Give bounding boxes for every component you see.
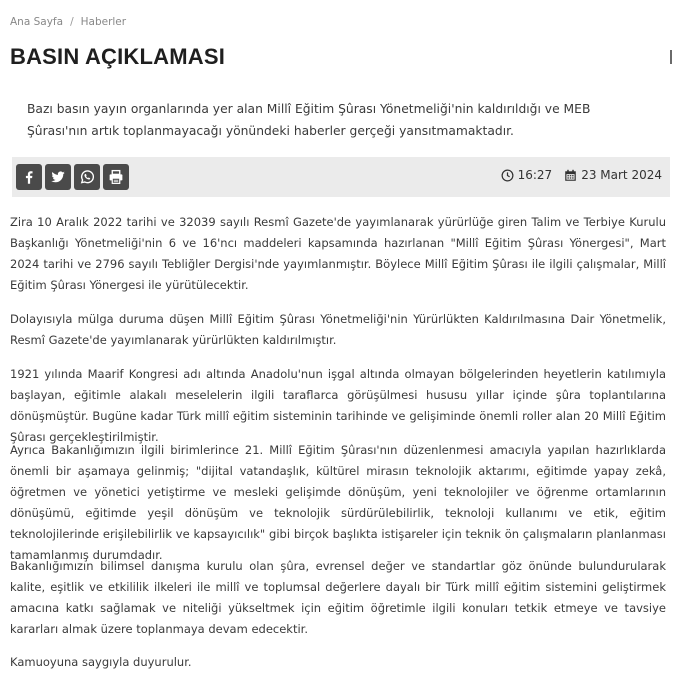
breadcrumb-separator: / bbox=[70, 16, 74, 28]
breadcrumb-current-link[interactable]: Haberler bbox=[80, 16, 127, 28]
twitter-share-button[interactable] bbox=[45, 164, 71, 190]
calendar-icon bbox=[564, 169, 577, 182]
publish-date: 23 Mart 2024 bbox=[581, 168, 662, 182]
body-paragraph: Ayrıca Bakanlığımızın ilgili birimlerince 21. Millî Eğitim Şûrası'nın düzenlenmesi amacıyla yapılan hazırlıklarda önemli bir aşamaya gelinmiş; "dijital vatandaşlık, kültürel mirasın teknolojik aktarımı, eğitimde yapay zekâ, öğretmen ve yönetici yetiştirme ve mesleki gelişimde dönüşüm, yeni teknolojiler ve öğrenme ortamlarının dönüşümü, eğitimde yeşil dönüşüm ve teknolojik sürdürülebilirlik, teknoloji kullanımı ve etik, eğitim teknolojilerinde erişilebilirlik ve kapsayıcılık" gibi birçok başlıkta istişareler için teknik ön çalışmaların planlanması tamamlanmış durumdadır. bbox=[10, 443, 666, 562]
breadcrumb bbox=[10, 16, 126, 28]
twitter-icon bbox=[49, 168, 67, 186]
print-icon bbox=[107, 168, 125, 186]
share-toolbar bbox=[12, 157, 670, 197]
lead-summary: Bazı basın yayın organlarında yer alan Millî Eğitim Şûrası Yönetmeliği'nin kaldırıldığı ve MEB Şûrası'nın artık toplanmayacağı yönündeki haberler gerçeği yansıtmamaktadır. bbox=[27, 102, 591, 138]
whatsapp-share-button[interactable] bbox=[74, 164, 100, 190]
body-paragraph: Bakanlığımızın bilimsel danışma kurulu olan şûra, evrensel değer ve standartlar göz önünde bulundurularak kalite, eşitlik ve etkililik ilkeleri ile millî ve toplumsal değerlere dayalı bir Türk millî eğitim sistemini geliştirmek amacına katkı sağlamak ve niteliği yükseltmek için eğitim öğretimle ilgili konuları tetkik etmeye ve tavsiye kararları almak üzere toplanmaya devam edecektir. bbox=[10, 559, 666, 636]
facebook-share-button[interactable] bbox=[16, 164, 42, 190]
print-button[interactable] bbox=[103, 164, 129, 190]
publish-meta bbox=[501, 168, 662, 182]
publish-time: 16:27 bbox=[517, 168, 553, 182]
body-paragraph: Dolayısıyla mülga duruma düşen Millî Eğitim Şûrası Yönetmeliği'nin Yürürlükten Kaldırılmasına Dair Yönetmelik, Resmî Gazete'de yayımlanarak yürürlükten kaldırılmıştır. bbox=[10, 312, 666, 347]
body-paragraph: Zira 10 Aralık 2022 tarihi ve 32039 sayılı Resmî Gazete'de yayımlanarak yürürlüğe giren Talim ve Terbiye Kurulu Başkanlığı Yönetmeliği'nin 6 ve 16'ncı maddeleri kapsamında hazırlanan "Millî Eğitim Şûrası Yönergesi", Mart 2024 tarihi ve 2796 sayılı Tebliğler Dergisi'nde yayımlanmıştır. Böylece Millî Eğitim Şûrası ile ilgili çalışmalar, Millî Eğitim Şûrası Yönergesi ile yürütülecektir. bbox=[10, 215, 666, 292]
closing-line: Kamuoyuna saygıyla duyurulur. bbox=[10, 655, 192, 669]
breadcrumb-home-link[interactable]: Ana Sayfa bbox=[10, 16, 64, 28]
facebook-icon bbox=[20, 168, 38, 186]
whatsapp-icon bbox=[78, 168, 96, 186]
body-paragraph: 1921 yılında Maarif Kongresi adı altında Anadolu'nun işgal altında olmayan bölgelerinden heyetlerin katılımıyla başlayan, eğitimle alakalı meselelerin ilgili taraflarca görüşülmesi hususu yıllar içinde şûra toplantılarına dönüşmüştür. Bugüne kadar Türk millî eğitim sisteminin tarihinde ve gelişiminde önemli roller alan 20 Millî Eğitim Şûrası gerçekleştirilmiştir. bbox=[10, 367, 666, 444]
scrollbar-thumb[interactable] bbox=[670, 50, 672, 64]
page-title: BASIN AÇIKLAMASI bbox=[10, 44, 226, 69]
clock-icon bbox=[501, 169, 514, 182]
